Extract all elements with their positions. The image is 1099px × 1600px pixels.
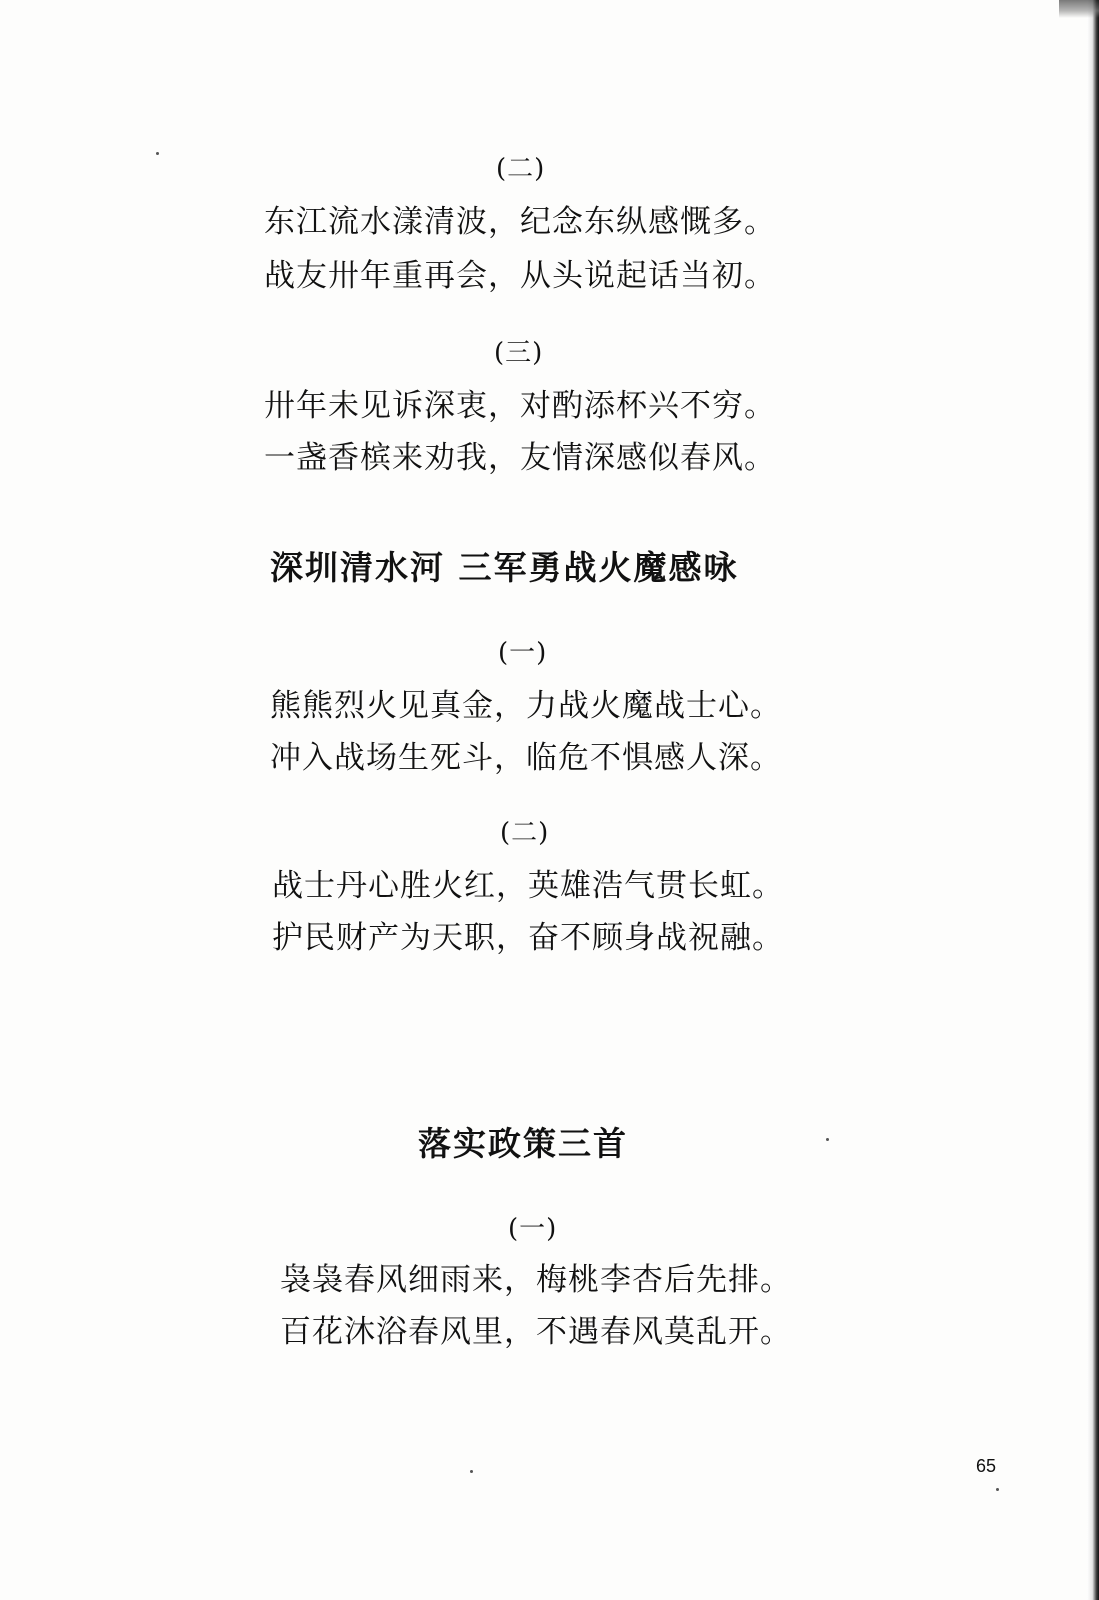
poem-title: 深圳清水河 三军勇战火魔感咏 — [270, 548, 739, 587]
poem-line: 一盏香槟来劝我，友情深感似春风。 — [264, 440, 776, 476]
poem-line: 东江流水漾清波，纪念东纵感慨多。 — [264, 204, 776, 240]
scan-speck — [156, 152, 159, 155]
poem-line: 战友卅年重再会，从头说起话当初。 — [264, 258, 776, 294]
poem-line: 熊熊烈火见真金，力战火魔战士心。 — [270, 688, 782, 724]
section-label: (一) — [498, 638, 548, 668]
section-label: (三) — [494, 338, 544, 368]
section-label: (二) — [500, 818, 550, 848]
poem-line: 百花沐浴春风里，不遇春风莫乱开。 — [280, 1314, 792, 1350]
page-corner-shadow — [1059, 0, 1099, 18]
section-label: (二) — [496, 154, 546, 184]
scan-speck — [470, 1470, 473, 1473]
scan-speck — [826, 1138, 829, 1141]
poem-title: 落实政策三首 — [418, 1124, 628, 1163]
poem-line: 冲入战场生死斗，临危不惧感人深。 — [270, 740, 782, 776]
poem-line: 袅袅春风细雨来，梅桃李杏后先排。 — [280, 1262, 792, 1298]
poem-line: 护民财产为天职，奋不顾身战祝融。 — [272, 920, 784, 956]
poem-line: 战士丹心胜火红，英雄浩气贯长虹。 — [272, 868, 784, 904]
page-number: 65 — [976, 1456, 997, 1476]
scan-speck — [996, 1488, 999, 1491]
poem-line: 卅年未见诉深衷，对酌添杯兴不穷。 — [264, 388, 776, 424]
page-edge-shadow — [1087, 0, 1099, 1600]
section-label: (一) — [508, 1214, 558, 1244]
